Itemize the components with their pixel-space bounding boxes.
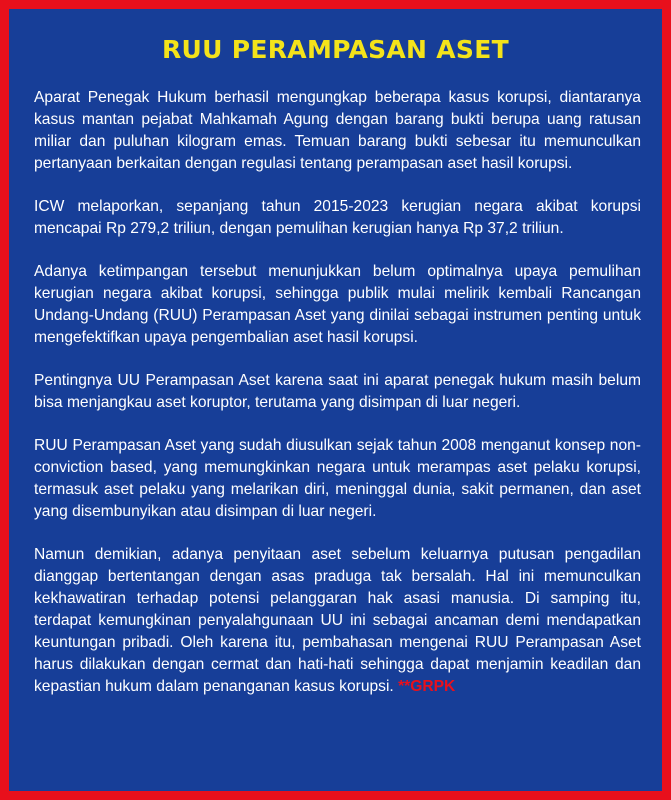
page-title: RUU PERAMPASAN ASET (162, 35, 509, 64)
paragraph-5: RUU Perampasan Aset yang sudah diusulkan sejak tahun 2008 menganut konsep non-conviction based, yang memungkinkan negara untuk merampas aset pelaku korupsi, termasuk aset pelaku yang melarikan diri, meninggal dunia, sakit permanen, dan aset yang disembunyikan atau disimpan di luar negeri. (34, 437, 641, 520)
paragraph-6-text: Namun demikian, adanya penyitaan aset sebelum keluarnya putusan pengadilan dianggap bertentangan dengan asas praduga tak bersalah. Hal ini memunculkan kekhawatiran terhadap potensi pelanggaran hak asasi manusia. Di samping itu, terdapat kemungkinan penyalahgunaan UU ini sebagai ancaman demi mendapatkan keuntungan pribadi. Oleh karena itu, pembahasan mengenai RUU Perampasan Aset harus dilakukan dengan cermat dan hati-hati sehingga dapat menjamin keadilan dan kepastian hukum dalam penanganan kasus korupsi. (34, 546, 641, 695)
infographic-panel (9, 9, 662, 791)
paragraph-2: ICW melaporkan, sepanjang tahun 2015-2023 kerugian negara akibat korupsi mencapai Rp 279,2 triliun, dengan pemulihan kerugian hanya Rp 37,2 triliun. (34, 198, 641, 237)
paragraph-1: Aparat Penegak Hukum berhasil mengungkap beberapa kasus korupsi, diantaranya kasus mantan pejabat Mahkamah Agung dengan barang bukti berupa uang ratusan miliar dan puluhan kilogram emas. Temuan barang bukti sebesar itu memunculkan pertanyaan berkaitan dengan regulasi tentang perampasan aset hasil korupsi. (34, 89, 641, 172)
article-body (34, 87, 641, 698)
author-credit: **GRPK (398, 678, 456, 695)
paragraph-4: Pentingnya UU Perampasan Aset karena saat ini aparat penegak hukum masih belum bisa menjangkau aset koruptor, terutama yang disimpan di luar negeri. (34, 372, 641, 411)
paragraph-6 (34, 544, 641, 698)
paragraph-3: Adanya ketimpangan tersebut menunjukkan belum optimalnya upaya pemulihan kerugian negara akibat korupsi, sehingga publik mulai melirik kembali Rancangan Undang-Undang (RUU) Perampasan Aset yang dinilai sebagai instrumen penting untuk mengefektifkan upaya pengembalian aset hasil korupsi. (34, 263, 641, 346)
